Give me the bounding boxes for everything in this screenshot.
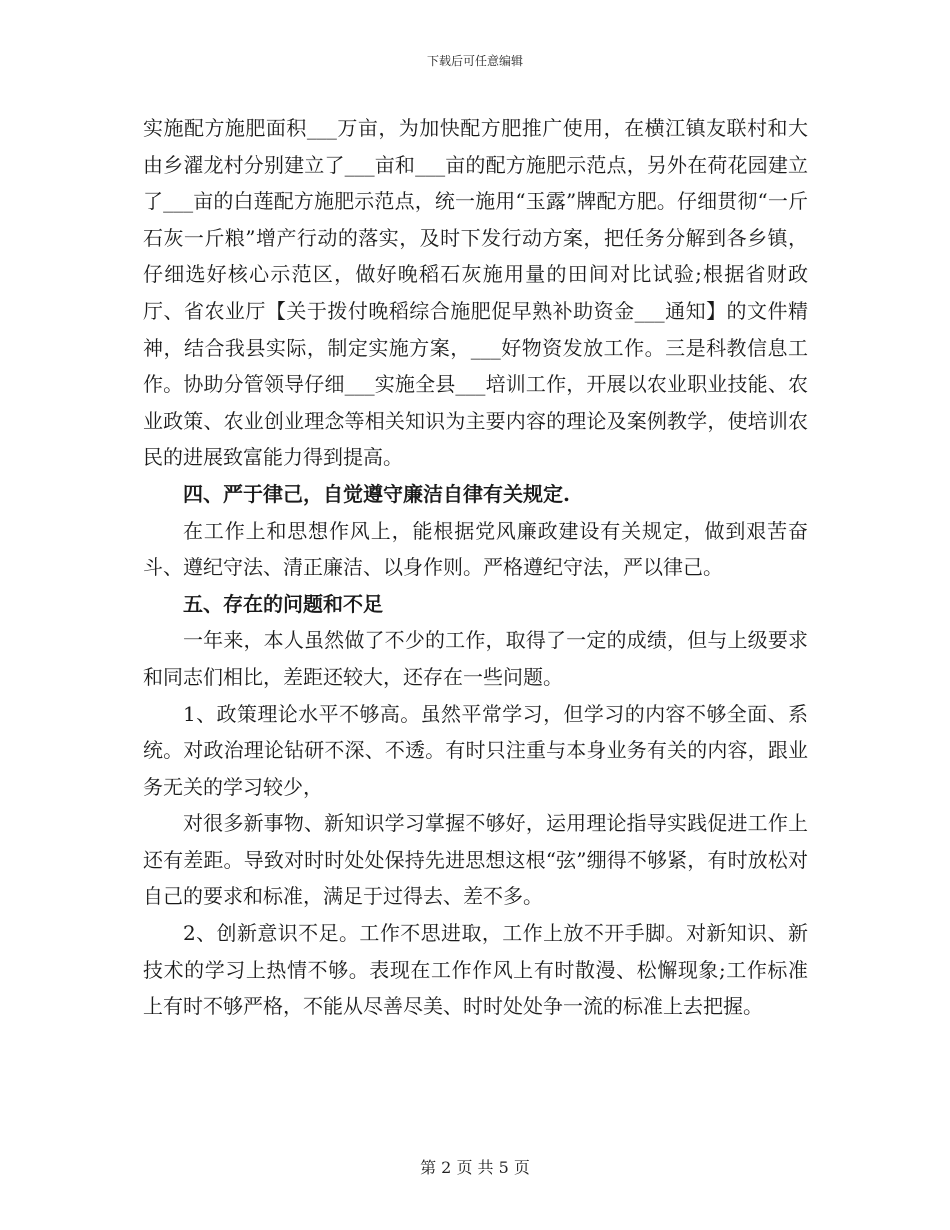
paragraph-3: 一年来，本人虽然做了不少的工作，取得了一定的成绩，但与上级要求和同志们相比，差距还较大，还存在一些问题。 [143,628,808,689]
section-heading-4: 四、严于律己，自觉遵守廉洁自律有关规定. [183,481,570,506]
page-header: 下载后可任意编辑 [426,54,523,68]
paragraph-2: 在工作上和思想作风上，能根据党风廉政建设有关规定，做到艰苦奋斗、遵纪守法、清正廉洁、以身作则。严格遵纪守法，严以律己。 [143,518,808,580]
section-heading-5: 五、存在的问题和不足 [183,591,383,616]
paragraph-1: 实施配方施肥面积___万亩，为加快配方肥推广使用，在横江镇友联村和大由乡濯龙村分别建立了___亩和___亩的配方施肥示范点，另外在荷花园建立了___亩的白莲配方施肥示范点，统一施用“玉露”牌配方肥。仔细贯彻“一斤石灰一斤粮”增产行动的落实，及时下发行动方案，把任务分解到各乡镇，仔细选好核心示范区，做好晚稻石灰施用量的田间对比试验;根据省财政厅、省农业厅【关于拨付晚稻综合施肥促早熟补助资金___通知】的文件精神，结合我县实际，制定实施方案，___好物资发放工作。三是科教信息工作。协助分管领导仔细___实施全县___培训工作，开展以农业职业技能、农业政策、农业创业理念等相关知识为主要内容的理论及案例教学，使培训农民的进展致富能力得到提高。 [143,116,808,470]
document-body [143,110,808,1025]
page-footer: 第 2 页 共 5 页 [420,1158,530,1177]
paragraph-6: 2、创新意识不足。工作不思进取，工作上放不开手脚。对新知识、新技术的学习上热情不够。表现在工作作风上有时散漫、松懈现象;工作标准上有时不够严格，不能从尽善尽美、时时处处争一流的标准上去把握。 [143,921,808,1019]
paragraph-4: 1、政策理论水平不够高。虽然平常学习，但学习的内容不够全面、系统。对政治理论钻研不深、不透。有时只注重与本身业务有关的内容，跟业务无关的学习较少， [143,701,808,799]
paragraph-5: 对很多新事物、新知识学习掌握不够好，运用理论指导实践促进工作上还有差距。导致对时时处处保持先进思想这根“弦”绷得不够紧，有时放松对自己的要求和标准，满足于过得去、差不多。 [143,811,808,909]
